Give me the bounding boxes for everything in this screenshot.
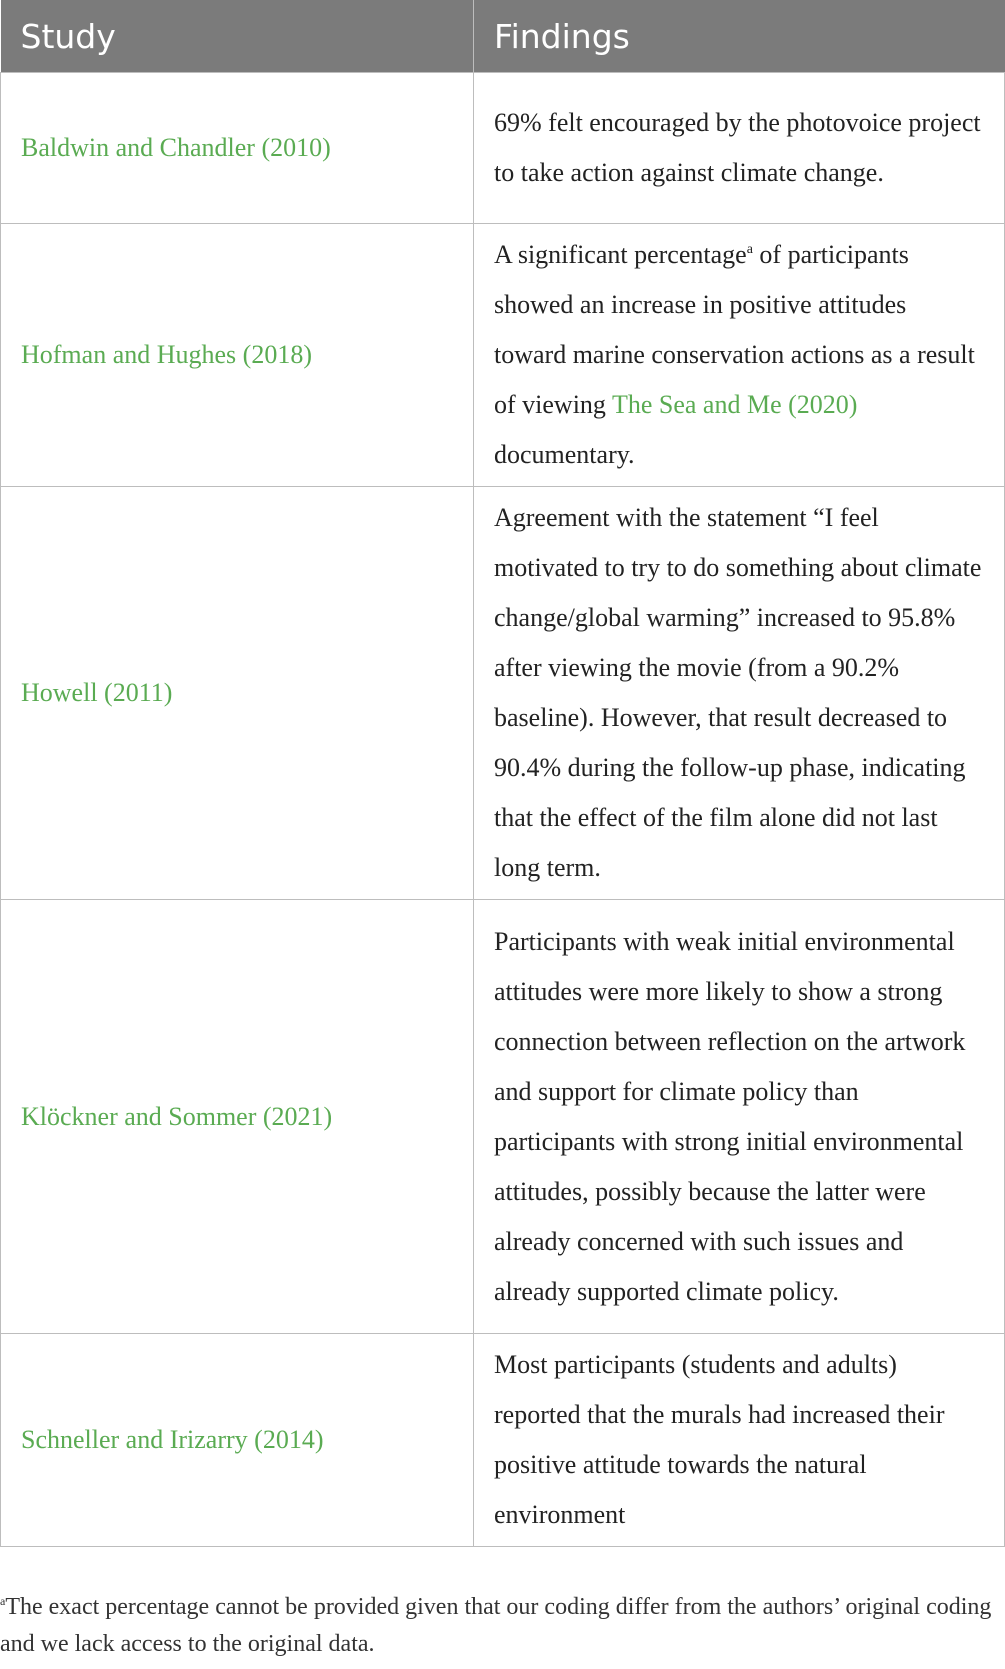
findings-text: documentary. <box>494 440 635 469</box>
study-link[interactable]: Klöckner and Sommer (2021) <box>21 1101 333 1131</box>
table-row <box>1 224 1005 487</box>
study-cell-schneller-irizarry[interactable] <box>1 1334 474 1547</box>
study-link[interactable]: Baldwin and Chandler (2010) <box>21 133 331 162</box>
footnote-text: The exact percentage cannot be provided given that our coding differ from the authors’ original coding and we lack access to the original data. <box>0 1594 992 1657</box>
study-link[interactable]: Schneller and Irizarry (2014) <box>21 1425 324 1454</box>
table-row <box>1 1334 1005 1547</box>
study-link[interactable]: Howell (2011) <box>21 678 173 707</box>
table-footnote <box>0 1589 1000 1663</box>
study-cell-klockner-sommer[interactable] <box>1 900 474 1334</box>
study-link[interactable]: Hofman and Hughes (2018) <box>21 340 312 369</box>
study-cell-hofman-hughes[interactable] <box>1 224 474 487</box>
findings-cell: Most participants (students and adults) reported that the murals had increased their positive attitude towards the natural environment <box>474 1334 1005 1547</box>
study-cell-howell[interactable] <box>1 487 474 900</box>
table-body <box>1 73 1005 1547</box>
findings-text: of participants showed an increase in positive attitudes toward marine conservation actions as a result of viewing <box>494 240 975 419</box>
table-header <box>1 0 1005 73</box>
reference-link[interactable]: The Sea and Me (2020) <box>611 390 858 419</box>
footnote-marker: a <box>0 1594 6 1608</box>
table-row <box>1 487 1005 900</box>
header-row <box>1 0 1005 73</box>
footnote-marker: a <box>746 242 753 257</box>
findings-cell: Agreement with the statement “I feel motivated to try to do something about climate change/global warming” increased to 95.8% after viewing the movie (from a 90.2% baseline). However, that result decreased to 90.4% during the follow-up phase, indicating that the effect of the film alone did not last long term. <box>474 487 1005 900</box>
findings-cell <box>474 224 1005 487</box>
header-study: Study <box>1 0 474 73</box>
header-findings: Findings <box>474 0 1005 73</box>
findings-text: A significant percentage <box>494 240 747 269</box>
study-cell-baldwin-chandler[interactable] <box>1 73 474 224</box>
findings-cell: 69% felt encouraged by the photovoice project to take action against climate change. <box>474 73 1005 224</box>
table-row <box>1 900 1005 1334</box>
table-row <box>1 73 1005 224</box>
findings-cell: Participants with weak initial environmental attitudes were more likely to show a strong connection between reflection on the artwork and support for climate policy than participants with strong initial environmental attitudes, possibly because the latter were already concerned with such issues and already supported climate policy. <box>474 900 1005 1334</box>
